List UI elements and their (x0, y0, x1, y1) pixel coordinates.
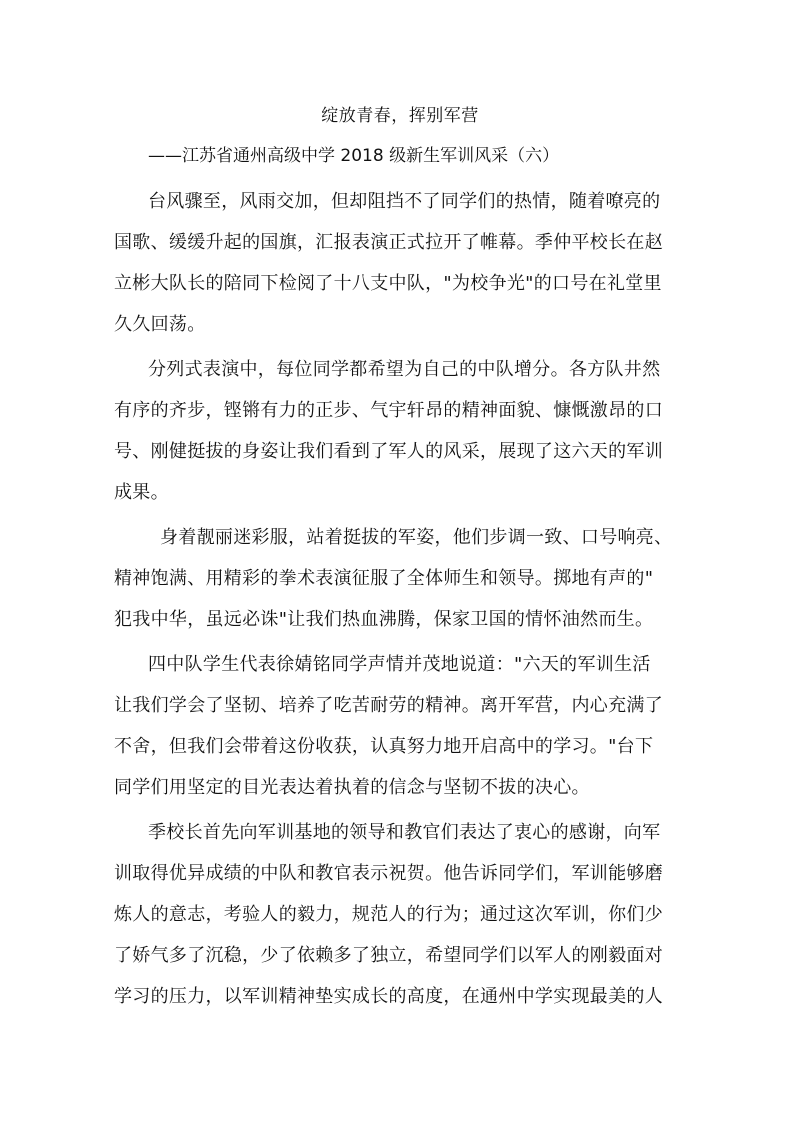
paragraph-4-line-4: 同学们用坚定的目光表达着执着的信念与坚韧不拔的决心。 (114, 777, 590, 798)
paragraph-1-line-2: 国歌、缓缓升起的国旗，汇报表演正式拉开了帷幕。季仲平校长在赵 (114, 232, 663, 253)
paragraph-1-line-1: 台风骤至，风雨交加，但却阻挡不了同学们的热情，随着嘹亮的 (148, 191, 661, 212)
paragraph-2-line-1: 分列式表演中，每位同学都希望为自己的中队增分。各方队井然 (148, 359, 661, 380)
paragraph-3-line-3: 犯我中华，虽远必诛"让我们热血沸腾，保家卫国的情怀油然而生。 (114, 609, 654, 630)
paragraph-5-line-5: 学习的压力，以军训精神垫实成长的高度，在通州中学实现最美的人 (114, 986, 663, 1007)
paragraph-3-line-2: 精神饱满、用精彩的拳术表演征服了全体师生和领导。掷地有声的" (114, 568, 654, 589)
paragraph-5-line-2: 训取得优异成绩的中队和教官表示祝贺。他告诉同学们，军训能够磨 (114, 863, 663, 884)
paragraph-2-line-3: 号、刚健挺拔的身姿让我们看到了军人的风采，展现了这六天的军训 (114, 441, 663, 462)
paragraph-1-line-4: 久久回荡。 (114, 314, 206, 335)
paragraph-5-line-4: 了娇气多了沉稳，少了依赖多了独立，希望同学们以军人的刚毅面对 (114, 945, 663, 966)
paragraph-3-line-1: 身着靓丽迷彩服，站着挺拔的军姿，他们步调一致、口号响亮、 (160, 527, 673, 548)
paragraph-4-line-3: 不舍，但我们会带着这份收获，认真努力地开启高中的学习。"台下 (114, 736, 654, 757)
paragraph-2-line-2: 有序的齐步，铿锵有力的正步、气宇轩昂的精神面貌、慷慨激昂的口 (114, 400, 663, 421)
paragraph-1-line-3: 立彬大队长的陪同下检阅了十八支中队，"为校争光"的口号在礼堂里 (114, 273, 662, 294)
paragraph-4-line-1: 四中队学生代表徐婧铭同学声情并茂地说道："六天的军训生活 (148, 654, 651, 675)
document-subtitle: ——江苏省通州高级中学 2018 级新生军训风采（六） (148, 146, 560, 166)
document-title: 绽放青春，挥别军营 (321, 106, 479, 126)
paragraph-5-line-1: 季校长首先向军训基地的领导和教官们表达了衷心的感谢，向军 (148, 822, 661, 843)
paragraph-2-line-4: 成果。 (114, 482, 169, 503)
paragraph-5-line-3: 炼人的意志，考验人的毅力，规范人的行为；通过这次军训，你们少 (114, 904, 663, 925)
paragraph-4-line-2: 让我们学会了坚韧、培养了吃苦耐劳的精神。离开军营，内心充满了 (114, 695, 663, 716)
